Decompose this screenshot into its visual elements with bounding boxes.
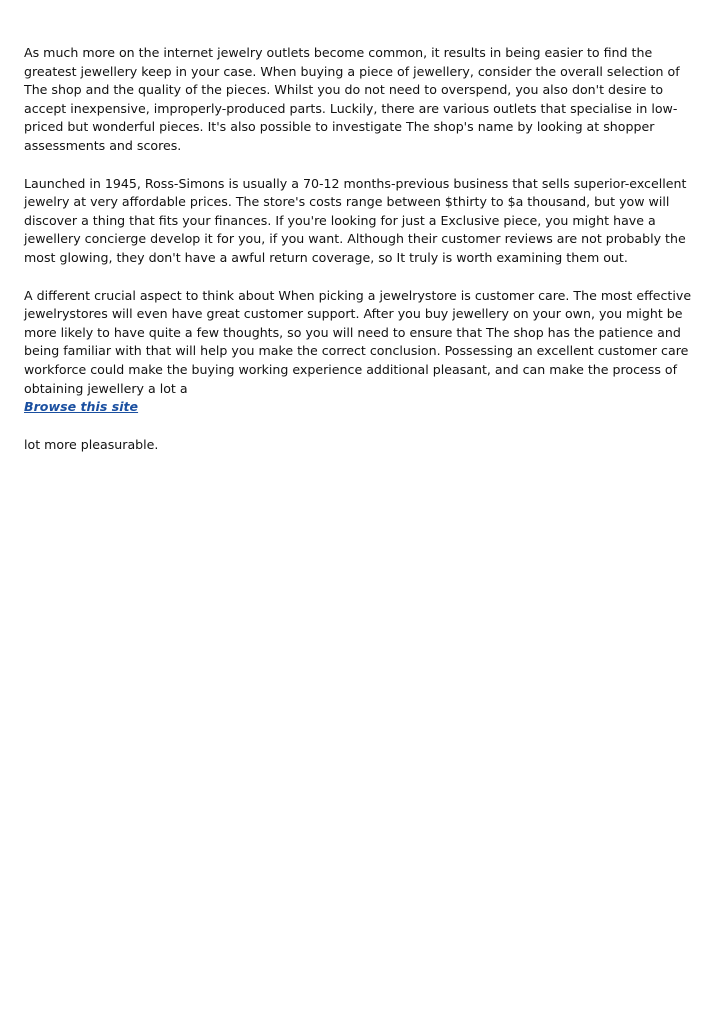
paragraph-3: A different crucial aspect to think about When picking a jewelrystore is customer care. The most effective jewelrystores will even have great customer support. After you buy jewellery on your own, you might be more likely to have quite a few thoughts, so you will need to ensure that The shop has the patience and being familiar with that will help you make the correct conclusion. Possessing an excellent customer care workforce could make the buying working experience additional pleasant, and can make the process of obtaining jewellery a lot a — [24, 287, 692, 396]
paragraph-1: As much more on the internet jewelry outlets become common, it results in being easier to find the greatest jewellery keep in your case. When buying a piece of jewellery, consider the overall selection of The shop and the quality of the pieces. Whilst you do not need to overspend, you also don't desire to accept inexpensive, improperly-produced parts. Luckily, there are various outlets that specialise in low-priced but wonderful pieces. It's also possible to investigate The shop's name by looking at shopper assessments and scores. — [24, 45, 680, 153]
browse-site-link[interactable]: Browse this site — [24, 399, 139, 415]
paragraph-tail: lot more pleasurable. — [24, 436, 159, 452]
link-line — [24, 398, 700, 417]
paragraph-2: Launched in 1945, Ross-Simons is usually a 70-12 months-previous business that sells superior-excellent jewelry at very affordable prices. The store's costs range between $thirty to $a thousand, but yow will discover a thing that fits your finances. If you're looking for just a Exclusive piece, you might have a jewellery concierge develop it for you, if you want. Although their customer reviews are not probably the most glowing, they don't have a awful return coverage, so It truly is worth examining them out. — [24, 175, 687, 265]
article-body — [24, 44, 700, 454]
